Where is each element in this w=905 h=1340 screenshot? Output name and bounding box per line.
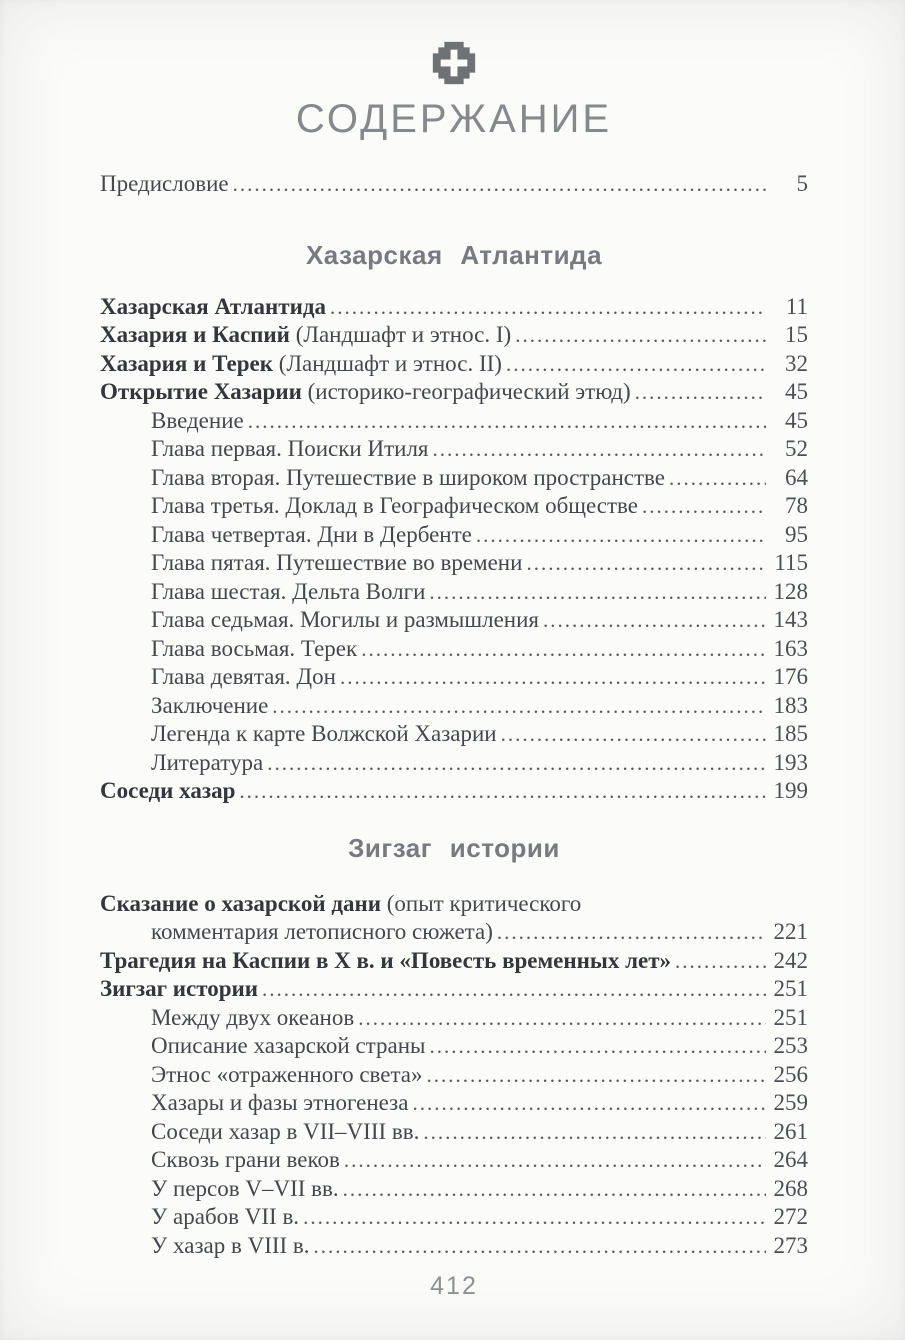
toc-entry-page: 176 [773, 664, 808, 689]
toc-entry [100, 1203, 808, 1232]
toc-entry [100, 293, 808, 322]
toc-entry-text: Глава шестая. Дельта Волги [151, 578, 426, 604]
toc-entry-label [100, 170, 229, 199]
toc-entry-page: 199 [773, 778, 808, 803]
toc-entry-page: 15 [785, 322, 808, 347]
toc-entry-label [151, 492, 638, 521]
toc-entry-label [151, 918, 493, 947]
toc-entry-label [151, 1232, 310, 1261]
dot-leader [427, 1061, 766, 1090]
dot-leader [476, 521, 766, 550]
toc-entry-text: (Ландшафт и этнос. I) [289, 322, 512, 347]
toc-entry-text: Легенда к карте Волжской Хазарии [151, 721, 497, 746]
toc-entry-label [151, 549, 522, 578]
toc-entry-page: 253 [773, 1033, 808, 1058]
toc-entry-page: 95 [785, 521, 808, 547]
toc-entry-text: Глава пятая. Путешествие во времени [151, 550, 523, 575]
toc-entry-text: (историко-географический этюд) [301, 379, 631, 404]
pixel-cross-ornament-icon [431, 40, 477, 86]
toc-entry-text: Между двух океанов [151, 1004, 355, 1030]
toc-entry [100, 947, 808, 976]
toc-entry-text: (опыт критического [381, 890, 582, 916]
toc-entry-label [151, 663, 336, 692]
toc-entry-text: Сквозь грани веков [151, 1147, 340, 1172]
table-of-contents [100, 170, 808, 1260]
toc-entry-text: Соседи хазар в VII–VIII вв. [151, 1118, 420, 1144]
toc-entry-text: Предисловие [100, 171, 229, 196]
toc-entry [100, 1032, 808, 1061]
toc-entry-label [151, 720, 497, 749]
toc-entry-page: 115 [774, 550, 808, 575]
toc-entry-text: Литература [151, 749, 264, 775]
toc-entry [100, 435, 808, 464]
toc-entry-label [151, 1146, 340, 1175]
dot-leader [515, 321, 766, 350]
toc-entry [100, 890, 808, 919]
toc-entry [100, 350, 808, 379]
toc-entry-page: 193 [773, 749, 808, 775]
toc-entry-label [100, 975, 258, 1004]
dot-leader [497, 918, 766, 947]
toc-entry-page: 221 [773, 919, 808, 944]
toc-entry [100, 170, 808, 199]
toc-entry-page: 5 [796, 171, 808, 196]
toc-entry-text: У персов V–VII вв. [151, 1175, 339, 1201]
dot-leader [423, 1118, 766, 1147]
toc-entry [100, 464, 808, 493]
toc-entry-label [151, 1061, 423, 1090]
toc-entry-label [151, 749, 263, 778]
toc-entry-text: У хазар в VIII в. [151, 1232, 310, 1258]
toc-entry-label [100, 777, 235, 806]
dot-leader [675, 947, 766, 976]
dot-leader [330, 293, 766, 322]
dot-leader [343, 1175, 766, 1204]
toc-entry-label [100, 293, 326, 322]
toc-entry [100, 1004, 808, 1033]
toc-entry-text: Введение [151, 407, 244, 433]
dot-leader [233, 170, 766, 199]
toc-entry-title: Хазарская Атлантида [100, 293, 326, 319]
toc-entry-label [151, 1032, 425, 1061]
toc-entry-text: У арабов VII в. [151, 1204, 300, 1229]
dot-leader [314, 1232, 766, 1261]
toc-entry [100, 720, 808, 749]
toc-entry [100, 606, 808, 635]
toc-entry-page: 273 [773, 1232, 808, 1258]
toc-entry [100, 378, 808, 407]
toc-entry-page: 242 [773, 947, 808, 973]
toc-entry-label [151, 635, 357, 664]
toc-entry-title: Открытие Хазарии [100, 379, 302, 404]
dot-leader [433, 435, 766, 464]
dot-leader [344, 1146, 766, 1175]
toc-entry [100, 918, 808, 947]
toc-entry-label [151, 521, 472, 550]
toc-entry [100, 692, 808, 721]
dot-leader [669, 464, 766, 493]
dot-leader [262, 975, 766, 1004]
toc-entry [100, 1089, 808, 1118]
toc-entry-text: (Ландшафт и этнос. II) [273, 350, 502, 376]
toc-entry [100, 635, 808, 664]
toc-entry-text: Глава первая. Поиски Итиля [151, 436, 429, 461]
toc-entry-title: Хазария и Терек [100, 350, 274, 376]
toc-entry-title: Сказание о хазарской дани [100, 890, 381, 916]
dot-leader [429, 1032, 766, 1061]
dot-leader [361, 635, 766, 664]
toc-entry-label [151, 464, 665, 493]
toc-entry-page: 64 [785, 464, 808, 490]
toc-entry-page: 45 [785, 407, 808, 433]
toc-entry-text: Этнос «отраженного света» [151, 1061, 423, 1087]
toc-entry-text: Глава девятая. Дон [151, 664, 336, 689]
toc-entry-page: 45 [785, 379, 808, 404]
toc-entry-label [151, 1004, 354, 1033]
dot-leader [358, 1004, 766, 1033]
toc-entry-page: 183 [773, 692, 808, 718]
toc-entry-page: 261 [773, 1118, 808, 1144]
dot-leader [506, 350, 766, 379]
toc-entry [100, 578, 808, 607]
section-heading: Зигзаг истории [348, 832, 560, 863]
toc-entry-page: 32 [785, 350, 808, 376]
toc-entry-title: Хазария и Каспий [100, 322, 290, 347]
dot-leader [635, 378, 766, 407]
toc-entry [100, 777, 808, 806]
toc-entry [100, 1061, 808, 1090]
toc-entry-page: 128 [773, 578, 808, 604]
toc-entry-label [151, 578, 425, 607]
dot-leader [543, 606, 766, 635]
toc-entry-label [151, 1175, 339, 1204]
dot-leader [267, 749, 766, 778]
toc-entry-page: 272 [773, 1204, 808, 1229]
toc-entry-page: 259 [773, 1090, 808, 1115]
toc-entry-text: комментария летописного сюжета) [151, 919, 493, 944]
toc-entry-text: Глава четвертая. Дни в Дербенте [151, 521, 472, 547]
section-heading: Хазарская Атлантида [305, 239, 603, 270]
dot-leader [501, 720, 766, 749]
toc-entry-text: Описание хазарской страны [151, 1033, 426, 1058]
dot-leader [429, 578, 766, 607]
page-title: СОДЕРЖАНИЕ [295, 97, 613, 141]
toc-entry-label [100, 378, 631, 407]
toc-entry-text: Заключение [151, 692, 269, 718]
toc-entry-title: Зигзаг истории [100, 976, 259, 1001]
toc-entry-label [151, 1089, 408, 1118]
dot-leader [239, 777, 766, 806]
toc-entry [100, 1232, 808, 1261]
toc-entry [100, 1175, 808, 1204]
toc-entry [100, 975, 808, 1004]
toc-entry-label [151, 606, 539, 635]
toc-entry [100, 749, 808, 778]
toc-entry-text: Глава седьмая. Могилы и размышления [151, 607, 539, 632]
toc-entry-page: 52 [785, 436, 808, 461]
toc-entry-label [151, 1118, 419, 1147]
dot-leader [272, 692, 766, 721]
toc-entry-label [151, 692, 268, 721]
toc-entry-label [100, 350, 502, 379]
toc-entry-label [100, 890, 581, 919]
dot-leader [642, 492, 766, 521]
toc-entry [100, 521, 808, 550]
toc-entry-page: 264 [773, 1147, 808, 1172]
toc-entry [100, 492, 808, 521]
dot-leader [412, 1089, 766, 1118]
toc-entry [100, 1146, 808, 1175]
dot-leader [303, 1203, 766, 1232]
toc-entry-page: 185 [773, 721, 808, 746]
dot-leader [340, 663, 766, 692]
toc-entry [100, 407, 808, 436]
toc-entry-text: Глава вторая. Путешествие в широком пространстве [151, 464, 665, 490]
toc-entry-page: 251 [773, 1004, 808, 1030]
toc-entry-label [100, 947, 671, 976]
toc-entry-page: 268 [773, 1175, 808, 1201]
toc-entry-label [151, 1203, 299, 1232]
toc-entry-title: Соседи хазар [100, 778, 236, 803]
toc-entry [100, 1118, 808, 1147]
toc-entry-label [151, 407, 244, 436]
toc-entry-label [151, 435, 429, 464]
toc-entry-text: Глава восьмая. Терек [151, 635, 358, 661]
toc-entry [100, 663, 808, 692]
toc-entry-page: 143 [773, 607, 808, 632]
dot-leader [248, 407, 766, 436]
toc-entry-page: 11 [785, 293, 808, 319]
folio-page-number: 412 [430, 1272, 478, 1300]
toc-entry-title: Трагедия на Каспии в X в. и «Повесть временных лет» [100, 947, 671, 973]
toc-entry [100, 549, 808, 578]
toc-entry-text: Глава третья. Доклад в Географическом обществе [151, 493, 638, 518]
dot-leader [526, 549, 766, 578]
toc-entry [100, 321, 808, 350]
toc-entry-page: 163 [773, 635, 808, 661]
toc-entry-page: 251 [773, 976, 808, 1001]
toc-entry-label [100, 321, 511, 350]
toc-entry-page: 256 [773, 1061, 808, 1087]
toc-entry-text: Хазары и фазы этногенеза [151, 1090, 409, 1115]
toc-entry-page: 78 [785, 493, 808, 518]
